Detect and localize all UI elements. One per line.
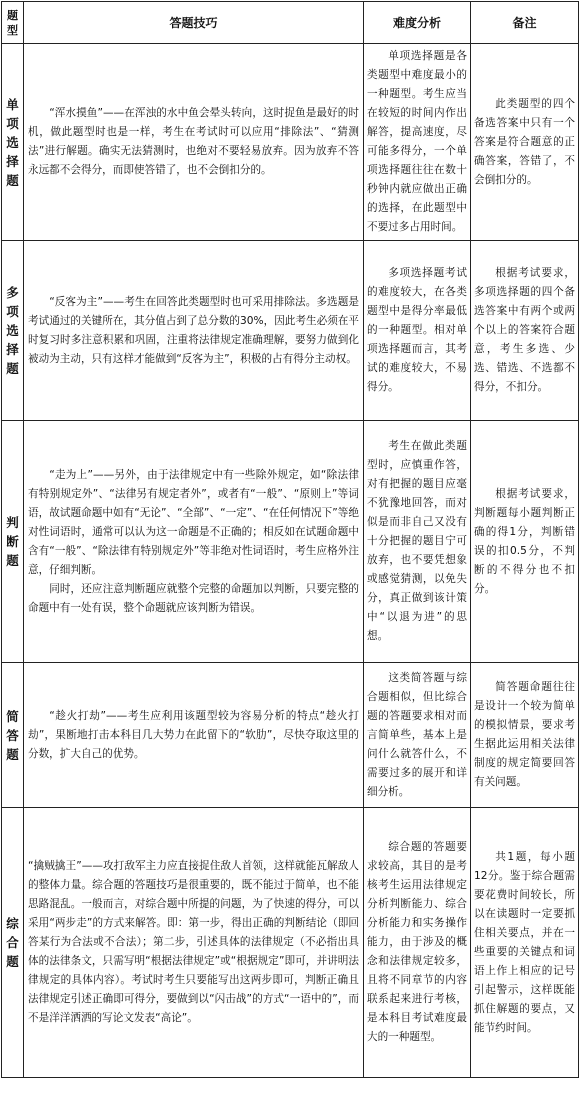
note-cell: 共1题，每小题12分。鉴于综合题需要花费时间较长，所以在读题时一定要抓住相关要点，并在一些重要的关键点和词语上作上相应的记号引起警示，这样既能抓住解题的要点，又能节约时间。 xyxy=(471,808,579,1078)
difficulty-cell: 综合题的答题要求较高，其目的是考核考生运用法律规定分析判断能力、综合分析能力和实务操作能力，由于涉及的概念和法律规定较多，且将不同章节的内容联系起来进行考核，是本科目考试难度最大的一种题型。 xyxy=(364,808,471,1078)
difficulty-cell: 考生在做此类题型时，应慎重作答，对有把握的题目应毫不犹豫地回答，而对似是而非自己又没有十分把握的题目宁可放弃，也不要凭想象或感觉猜测，以免失分，真正做到该计策中“以退为进”的思想。 xyxy=(364,421,471,663)
technique-cell: “浑水摸鱼”——在浑浊的水中鱼会晕头转向，这时捉鱼是最好的时机，做此题型时也是一样，考生在考试时可以应用“排除法”、“猜测法”进行解题。确实无法猜测时，也绝对不要轻易放弃。因为放弃不答永远都不会得分，而即使答错了，也不会倒扣分的。 xyxy=(24,44,364,241)
difficulty-cell: 单项选择题是各类题型中难度最小的一种题型。考生应当在较短的时间内作出解答，提高速度，尽可能多得分，一个单项选择题往往在数十秒钟内就应做出正确的选择，在此题型中不要过多占用时间。 xyxy=(364,44,471,241)
header-note: 备注 xyxy=(471,2,579,44)
note-cell: 根据考试要求，多项选择题的四个备选答案中有两个或两个以上的答案符合题意，考生多选、少选、错选、不选都不得分，不扣分。 xyxy=(471,241,579,421)
table-row-short-answer xyxy=(2,663,579,808)
technique-cell: “擒贼擒王”——攻打敌军主力应直接捉住敌人首领，这样就能瓦解敌人的整体力量。综合题的答题技巧是很重要的，既不能过于简单，也不能思路混乱。一般而言，对综合题中所提的问题，为了快速的得分，可以采用“两步走”的方式来解答。即：第一步，得出正确的判断结论（即回答某行为合法或不合法）；第二步，引述具体的法律规定（不必指出具体的法律条文，只需写明“根据法律规定”或“根据规定”即可，并讲明法律规定的具体内容）。考试时考生只要能写出这两步即可，判断正确且法律规定引述正确即可得分，要做到以“闪击战”的方式“一语中的”，而不是洋洋洒洒的写论文发表“高论”。 xyxy=(24,808,364,1078)
table-row-true-false xyxy=(2,421,579,663)
type-cell: 单 项 选 择 题 xyxy=(2,44,24,241)
table-header-row xyxy=(2,2,579,44)
type-cell: 综 合 题 xyxy=(2,808,24,1078)
difficulty-cell: 这类简答题与综合题相似，但比综合题的答题要求相对而言简单些，基本上是问什么就答什么，不需要过多的展开和详细分析。 xyxy=(364,663,471,808)
header-technique: 答题技巧 xyxy=(24,2,364,44)
note-cell: 此类题型的四个备选答案中只有一个答案是符合题意的正确答案，答错了，不会倒扣分的。 xyxy=(471,44,579,241)
table-row-multi-choice xyxy=(2,241,579,421)
difficulty-cell: 多项选择题考试的难度较大，在各类题型中是得分率最低的一种题型。相对单项选择题而言，其考试的难度较大，不易得分。 xyxy=(364,241,471,421)
header-difficulty: 难度分析 xyxy=(364,2,471,44)
technique-cell: “反客为主”——考生在回答此类题型时也可采用排除法。多选题是考试通过的关键所在，其分值占到了总分数的30%，因此考生必须在平时复习时多注意积累和巩固，注重将法律规定准确理解，要努力做到化被动为主动，只有这样才能做到“反客为主”，积极的占有得分主动权。 xyxy=(24,241,364,421)
header-type: 题型 xyxy=(2,2,24,44)
type-cell: 判 断 题 xyxy=(2,421,24,663)
table-row-single-choice xyxy=(2,44,579,241)
type-cell: 简 答 题 xyxy=(2,663,24,808)
note-cell: 简答题命题往往是设计一个较为简单的模拟情景，要求考生据此运用相关法律制度的规定简要回答有关问题。 xyxy=(471,663,579,808)
type-cell: 多 项 选 择 题 xyxy=(2,241,24,421)
technique-cell: “趁火打劫”——考生应利用该题型较为容易分析的特点“趁火打劫”，果断地打击本科目几大势力在此留下的“软肋”，尽快夺取这里的分数，扩大自己的优势。 xyxy=(24,663,364,808)
exam-techniques-table xyxy=(1,1,579,1078)
note-cell: 根据考试要求，判断题每小题判断正确的得1分，判断错误的扣0.5分，不判断的不得分也不扣分。 xyxy=(471,421,579,663)
table-row-comprehensive xyxy=(2,808,579,1078)
technique-cell: “走为上”——另外，由于法律规定中有一些除外规定，如“除法律有特别规定外”、“法律另有规定者外”，或者有“一般”、“原则上”等词语，故试题命题中如有“无论”、“全部”、“一定”、“在任何情况下”等绝对性词语时，通常可以认为这一命题是不正确的；相反如在试题命题中含有“一般”、“除法律有特别规定外”等非绝对性词语时，考生应格外注意，仔细判断。 同时，还应注意判断题应就整个完整的命题加以判断，只要完整的命题中有一处有误，整个命题就应该判断为错误。 xyxy=(24,421,364,663)
